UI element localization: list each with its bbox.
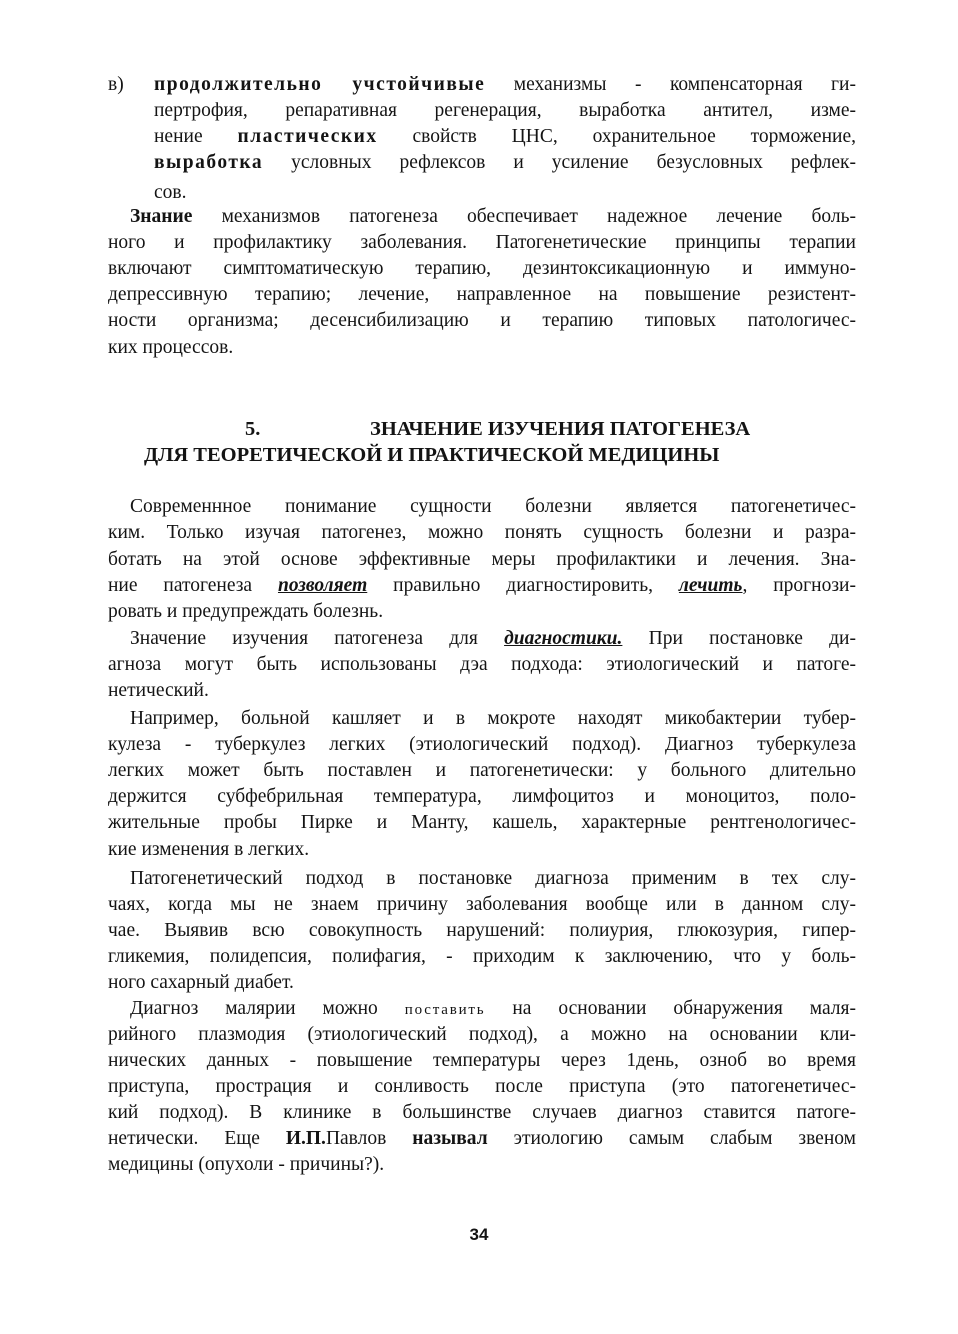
text-line bbox=[154, 150, 856, 176]
list-marker: в) bbox=[108, 74, 124, 95]
text-run: кулеза - туберкулез легких (этиологический подход). Диагноз туберкулеза bbox=[108, 734, 856, 755]
text-run: лечить bbox=[678, 575, 743, 596]
section-number: 5. bbox=[245, 418, 261, 440]
text-run: выработка bbox=[154, 152, 264, 173]
text-run: Современнное понимание сущности болезни является патогенетичес- bbox=[130, 496, 856, 517]
text-line bbox=[154, 180, 856, 206]
text-run: продолжительно учстойчивые bbox=[154, 74, 486, 95]
text-run: чае. Выявив всю совокупность нарушений: полиурия, глюкозурия, гипер- bbox=[108, 920, 856, 941]
text-line bbox=[108, 784, 856, 810]
text-run: нетически. Еще bbox=[108, 1128, 286, 1149]
text-run: ного и профилактику заболевания. Патогенетические принципы терапии bbox=[108, 232, 856, 253]
text-run: нических данных - повышение температуры через 1день, озноб во время bbox=[108, 1050, 856, 1071]
text-run: агноза могут быть использованы дэа подхода: этиологический и патоге- bbox=[108, 654, 856, 675]
text-line bbox=[154, 124, 856, 150]
text-line bbox=[130, 204, 856, 230]
text-line bbox=[108, 810, 856, 836]
text-line bbox=[108, 599, 856, 625]
text-run: нение bbox=[154, 126, 238, 147]
text-run: этиологию самым слабым звеном bbox=[487, 1128, 856, 1149]
text-run: Патогенетический подход в постановке диагноза применим в тех слу- bbox=[130, 868, 856, 889]
text-run: приступа, прострация и сонливость после приступа (это патогенетичес- bbox=[108, 1076, 856, 1097]
text-line bbox=[108, 547, 856, 573]
text-line bbox=[108, 256, 856, 282]
text-run: И.П. bbox=[285, 1128, 326, 1149]
text-run: свойств ЦНС, охранительное торможение, bbox=[377, 126, 856, 147]
text-run: включают симптоматическую терапию, дезинтоксикационную и иммуно- bbox=[108, 258, 856, 279]
text-line bbox=[108, 652, 856, 678]
text-run: правильно диагностировить, bbox=[367, 575, 679, 596]
text-line bbox=[108, 282, 856, 308]
text-run: ние патогенеза bbox=[108, 575, 278, 596]
text-line bbox=[108, 1100, 856, 1126]
text-run: пертрофия, репаративная регенерация, выработка антител, изме- bbox=[154, 100, 856, 121]
text-line bbox=[108, 892, 856, 918]
text-run: механизмов патогенеза обеспечивает надежное лечение боль- bbox=[192, 206, 856, 227]
text-run: нетический. bbox=[108, 680, 209, 701]
text-run: Значение изучения патогенеза для bbox=[130, 628, 505, 649]
text-run: рийного плазмодия (этиологический подход), а можно на основании кли- bbox=[108, 1024, 856, 1045]
text-line bbox=[108, 837, 856, 863]
text-run: на основании обнаружения маля- bbox=[485, 998, 856, 1019]
text-line bbox=[108, 335, 856, 361]
page-number: 34 bbox=[469, 1225, 489, 1244]
text-line bbox=[108, 1048, 856, 1074]
text-run: ного сахарный диабет. bbox=[108, 972, 294, 993]
text-run: кие изменения в легких. bbox=[108, 839, 310, 860]
text-run: позволяет bbox=[277, 575, 368, 596]
text-line bbox=[154, 98, 856, 124]
text-line bbox=[130, 866, 856, 892]
text-run: диагностики. bbox=[504, 628, 623, 649]
text-run: легких может быть поставлен и патогенетически: у больного длительно bbox=[108, 760, 856, 781]
text-run: депрессивную терапию; лечение, направленное на повышение резистент- bbox=[108, 284, 856, 305]
section-title-line-2: ДЛЯ ТЕОРЕТИЧЕСКОЙ И ПРАКТИЧЕСКОЙ МЕДИЦИНЫ bbox=[144, 444, 720, 466]
text-run: ких процессов. bbox=[108, 337, 234, 358]
text-line bbox=[108, 758, 856, 784]
text-line bbox=[130, 494, 856, 520]
text-run: Например, больной кашляет и в мокроте находят микобактерии тубер- bbox=[130, 708, 856, 729]
text-line bbox=[108, 1152, 856, 1178]
text-line bbox=[130, 706, 856, 732]
text-run: Павлов bbox=[325, 1128, 413, 1149]
text-line bbox=[108, 1074, 856, 1100]
text-line bbox=[108, 230, 856, 256]
text-line bbox=[108, 970, 856, 996]
text-line bbox=[154, 72, 856, 98]
text-run: кий подход). В клинике в большинстве случаев диагноз ставится патоге- bbox=[108, 1102, 856, 1123]
text-run: ности организма; десенсибилизацию и терапию типовых патологичес- bbox=[108, 310, 856, 331]
text-line bbox=[108, 520, 856, 546]
text-run: Знание bbox=[130, 206, 193, 227]
text-line bbox=[108, 732, 856, 758]
text-run: держится субфебрильная температура, лимфоцитоз и моноцитоз, поло- bbox=[108, 786, 856, 807]
text-line bbox=[130, 996, 856, 1023]
text-line bbox=[108, 1126, 856, 1152]
text-line bbox=[108, 1022, 856, 1048]
text-line bbox=[108, 308, 856, 334]
text-run: называл bbox=[412, 1128, 488, 1149]
text-line bbox=[108, 918, 856, 944]
section-title-line-1: ЗНАЧЕНИЕ ИЗУЧЕНИЯ ПАТОГЕНЕЗА bbox=[370, 418, 751, 440]
text-run: медицины (опухоли - причины?). bbox=[108, 1154, 385, 1175]
text-line bbox=[108, 573, 856, 599]
text-run: жительные пробы Пирке и Манту, кашель, характерные рентгенологичес- bbox=[108, 812, 856, 833]
text-run: При постановке ди- bbox=[622, 628, 856, 649]
text-run: Диагноз малярии можно bbox=[130, 998, 405, 1019]
text-run: гликемия, полидепсия, полифагия, - приходим к заключению, что у боль- bbox=[108, 946, 856, 967]
text-run: условных рефлексов и усиление безусловных рефлек- bbox=[263, 152, 856, 173]
text-run: поставить bbox=[404, 1002, 486, 1018]
text-line bbox=[108, 678, 856, 704]
text-line bbox=[108, 944, 856, 970]
text-run: чаях, когда мы не знаем причину заболевания вообще или в данном слу- bbox=[108, 894, 856, 915]
text-run: ровать и предупреждать болезнь. bbox=[108, 601, 384, 622]
text-run: пластических bbox=[237, 126, 378, 147]
text-run: ким. Только изучая патогенез, можно понять сущность болезни и разра- bbox=[108, 522, 856, 543]
text-line bbox=[130, 626, 856, 652]
text-run: механизмы - компенсаторная ги- bbox=[485, 74, 856, 95]
text-run: , прогнози- bbox=[742, 575, 856, 596]
text-run: сов. bbox=[154, 182, 187, 203]
text-run: ботать на этой основе эффективные меры профилактики и лечения. Зна- bbox=[108, 549, 856, 570]
